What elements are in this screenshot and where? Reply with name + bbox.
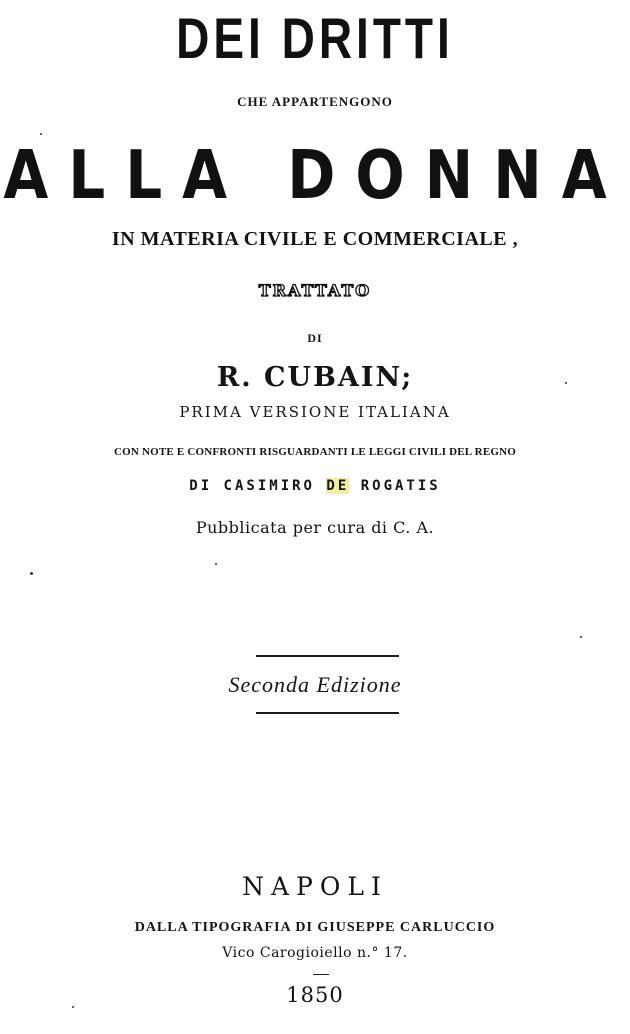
paper-speck <box>72 1006 74 1008</box>
paper-speck <box>40 133 42 135</box>
edition-rule-bottom <box>256 712 399 714</box>
editor-highlighted-word: DE <box>326 478 350 494</box>
paper-speck <box>565 382 567 384</box>
editor-line <box>0 478 630 494</box>
main-title-line-1: DEI DRITTI <box>176 5 454 71</box>
main-title-line-2: ALLA DONNA <box>3 136 627 215</box>
edition-rule-top <box>256 655 399 657</box>
paper-speck <box>215 563 217 565</box>
version-note: PRIMA VERSIONE ITALIANA <box>179 403 451 421</box>
imprint-printer: DALLA TIPOGRAFIA DI GIUSEPPE CARLUCCIO <box>134 920 496 935</box>
imprint-year: 1850 <box>286 983 344 1007</box>
editor-suffix: ROGATIS <box>360 478 441 494</box>
title-connector: CHE APPARTENGONO <box>237 94 393 109</box>
notes-description: CON NOTE E CONFRONTI RISGUARDANTI LE LEGGI CIVILI DEL REGNO <box>113 446 517 458</box>
paper-speck <box>580 636 582 638</box>
paper-speck <box>30 572 33 575</box>
publication-note: Pubblicata per cura di C. A. <box>195 518 435 537</box>
edition-label: Seconda Edizione <box>228 672 402 697</box>
year-rule <box>313 974 329 975</box>
imprint-address: Vico Carogioiello n.° 17. <box>222 945 408 961</box>
by-label: DI <box>307 331 323 345</box>
genre-label: TRATTATO <box>258 281 372 300</box>
editor-prefix: DI CASIMIRO <box>189 478 315 494</box>
imprint-city: NAPOLI <box>242 872 388 901</box>
subtitle: IN MATERIA CIVILE E COMMERCIALE , <box>111 228 519 250</box>
author-name: R. CUBAIN; <box>216 362 414 393</box>
